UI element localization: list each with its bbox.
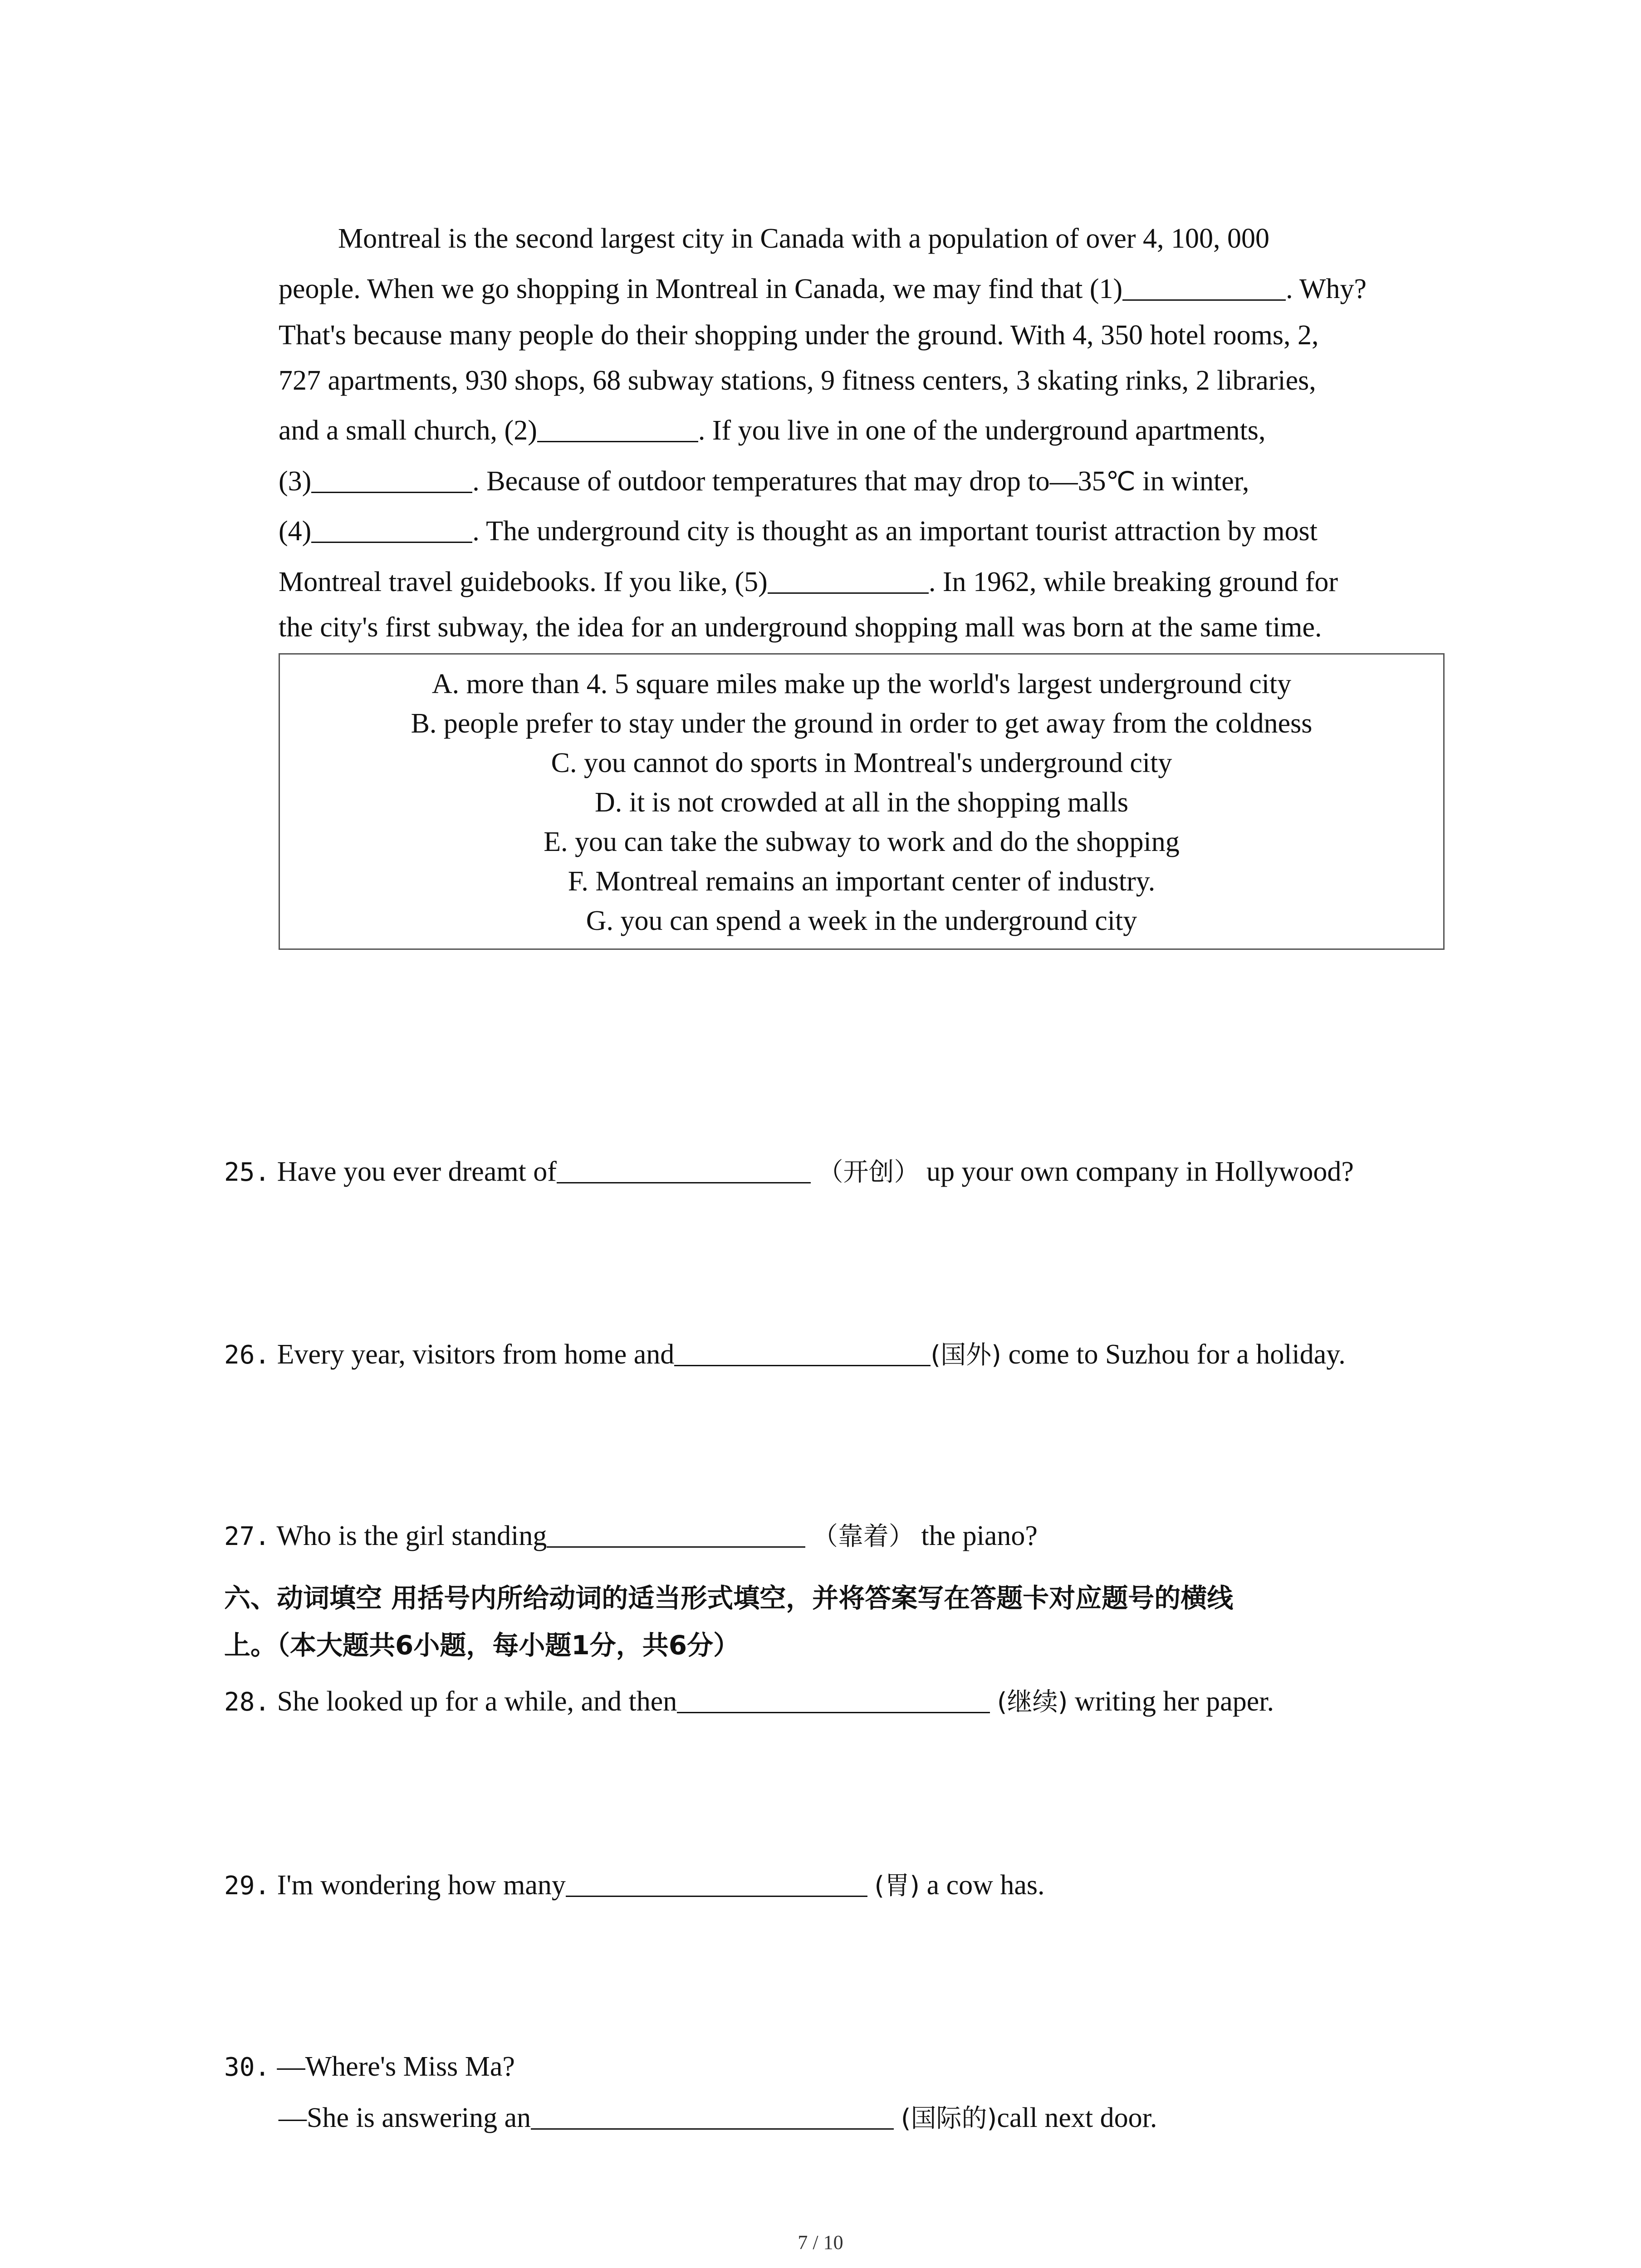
answer-blank-1[interactable] xyxy=(1122,277,1286,301)
degree-celsius-symbol: ℃ xyxy=(1106,466,1136,497)
chinese-hint: (国际的) xyxy=(901,2104,997,2133)
question-text: Every year, visitors from home and xyxy=(277,1339,675,1370)
passage-text: 727 apartments, 930 shops, 68 subway stations, 9 fitness centers, 3 skating rinks, 2 libraries, xyxy=(279,365,1316,396)
question-25 xyxy=(224,1158,1354,1186)
passage-text: in winter, xyxy=(1135,466,1249,497)
question-number: 30. xyxy=(224,2053,270,2082)
chinese-hint: (国外) xyxy=(931,1340,1001,1370)
answer-blank-29[interactable] xyxy=(566,1873,867,1897)
question-number: 27. xyxy=(224,1522,270,1551)
option-e: E. you can take the subway to work and do the shopping xyxy=(544,826,1180,857)
passage-line-7 xyxy=(279,517,1318,545)
section-heading-line-1: 六、动词填空 用括号内所给动词的适当形式填空，并将答案写在答题卡对应题号的横线 xyxy=(224,1583,1234,1613)
option-a: A. more than 4. 5 square miles make up the world's largest underground city xyxy=(431,669,1292,699)
question-text: —She is answering an xyxy=(279,2102,531,2133)
passage-line-2 xyxy=(279,275,1367,303)
question-text: call next door. xyxy=(997,2102,1157,2133)
question-30 xyxy=(224,2053,515,2081)
passage-line-9 xyxy=(279,613,1322,641)
question-27 xyxy=(224,1522,1038,1550)
answer-blank-25[interactable] xyxy=(557,1159,811,1183)
passage-text: Montreal is the second largest city in Canada with a population of over 4, 100, 000 xyxy=(338,223,1270,254)
passage-text: (4) xyxy=(279,516,312,547)
question-number: 26. xyxy=(224,1340,270,1370)
question-text: Who is the girl standing xyxy=(276,1520,547,1551)
passage-line-3 xyxy=(279,321,1319,349)
option-d: D. it is not crowded at all in the shopping malls xyxy=(594,787,1129,818)
section-heading-line-2: 上。（本大题共6小题，每小题1分，共6分） xyxy=(224,1630,740,1661)
passage-line-1 xyxy=(338,225,1269,253)
question-text: the piano? xyxy=(914,1520,1038,1551)
question-number: 29. xyxy=(224,1871,270,1901)
answer-blank-30[interactable] xyxy=(531,2106,894,2130)
passage-text: Montreal travel guidebooks. If you like, (5) xyxy=(279,567,768,597)
option-b: B. people prefer to stay under the ground in order to get away from the coldness xyxy=(411,708,1313,739)
options-box xyxy=(279,653,1445,950)
chinese-hint: （靠着） xyxy=(812,1522,914,1551)
option-f: F. Montreal remains an important center of industry. xyxy=(568,866,1156,897)
answer-blank-28[interactable] xyxy=(677,1689,990,1713)
answer-blank-27[interactable] xyxy=(547,1524,805,1548)
question-29 xyxy=(224,1871,1045,1899)
question-text: writing her paper. xyxy=(1068,1686,1274,1717)
passage-text: the city's first subway, the idea for an underground shopping mall was born at the same time. xyxy=(279,612,1322,643)
page-number: 7 / 10 xyxy=(798,2231,843,2253)
answer-blank-26[interactable] xyxy=(674,1342,931,1366)
question-text: —Where's Miss Ma? xyxy=(277,2051,515,2082)
chinese-hint: (继续) xyxy=(997,1687,1068,1717)
passage-line-5 xyxy=(279,416,1265,445)
option-g: G. you can spend a week in the underground city xyxy=(586,905,1137,936)
option-c: C. you cannot do sports in Montreal's underground city xyxy=(551,748,1172,778)
passage-text: That's because many people do their shopping under the ground. With 4, 350 hotel rooms, 2, xyxy=(279,320,1319,351)
passage-text: . If you live in one of the underground apartments, xyxy=(698,415,1266,446)
question-text: up your own company in Hollywood? xyxy=(919,1156,1354,1187)
question-text: come to Suzhou for a holiday. xyxy=(1001,1339,1346,1370)
answer-blank-3[interactable] xyxy=(311,469,472,493)
question-number: 25. xyxy=(224,1158,270,1187)
question-text: Have you ever dreamt of xyxy=(277,1156,557,1187)
chinese-hint: (胃) xyxy=(874,1871,920,1901)
chinese-hint: （开创） xyxy=(818,1158,920,1187)
answer-blank-4[interactable] xyxy=(311,519,472,543)
passage-text: and a small church, (2) xyxy=(279,415,537,446)
passage-text: . In 1962, while breaking ground for xyxy=(928,567,1338,597)
passage-line-8 xyxy=(279,568,1338,596)
answer-blank-2[interactable] xyxy=(537,418,698,442)
question-text: a cow has. xyxy=(920,1870,1045,1901)
passage-text: (3) xyxy=(279,466,312,497)
passage-text: people. When we go shopping in Montreal in Canada, we may find that (1) xyxy=(279,274,1123,304)
question-number: 28. xyxy=(224,1687,270,1717)
question-30-answer-line xyxy=(279,2104,1157,2132)
question-28 xyxy=(224,1687,1274,1716)
question-text: She looked up for a while, and then xyxy=(277,1686,677,1717)
passage-text: . The underground city is thought as an important tourist attraction by most xyxy=(472,516,1318,547)
answer-blank-5[interactable] xyxy=(768,570,929,594)
passage-text: . Because of outdoor temperatures that may drop to—35 xyxy=(472,466,1106,497)
passage-text: . Why? xyxy=(1286,274,1367,304)
passage-line-6 xyxy=(279,467,1249,495)
passage-line-4 xyxy=(279,367,1316,395)
question-text: I'm wondering how many xyxy=(277,1870,566,1901)
question-26 xyxy=(224,1340,1346,1369)
